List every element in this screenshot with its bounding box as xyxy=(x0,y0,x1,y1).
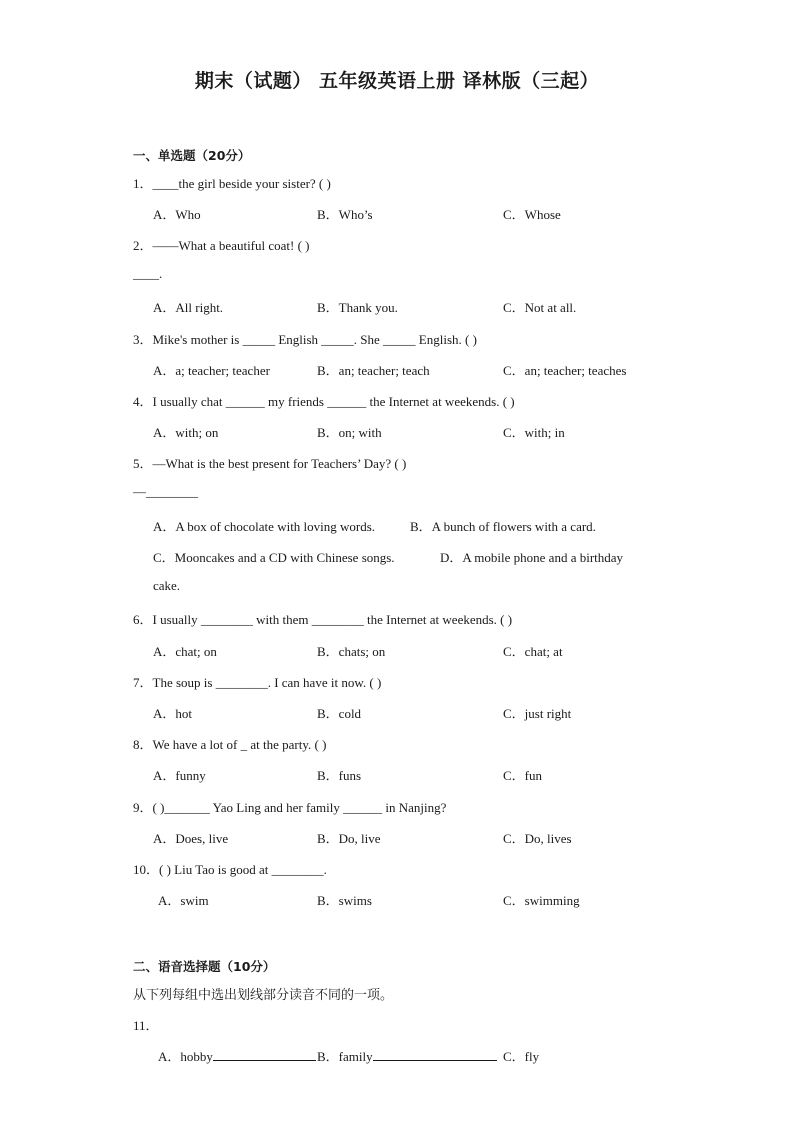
page-title: 期末（试题） 五年级英语上册 译林版（三起） xyxy=(194,70,600,92)
option-a: A．funny xyxy=(153,768,206,783)
section-heading-phonetics: 二、语音选择题（10分） xyxy=(133,959,276,974)
section-heading-single-choice: 一、单选题（20分） xyxy=(133,148,251,163)
option-b: B．funs xyxy=(317,768,362,783)
answer-blank: ____. xyxy=(133,266,163,281)
option-a: A．chat; on xyxy=(153,644,217,659)
option-a: A．Who xyxy=(153,207,201,222)
question-stem: 5．—What is the best present for Teachers’ Day? ( ) xyxy=(133,456,407,471)
option-a xyxy=(158,1046,316,1065)
section-instruction: 从下列每组中选出划线部分读音不同的一项。 xyxy=(133,988,394,1003)
question-stem: 11． xyxy=(133,1018,159,1033)
option-a: A．Does, live xyxy=(153,831,229,846)
option-c: C．Not at all. xyxy=(503,300,577,315)
option-c: C．fun xyxy=(503,768,543,783)
option-b: B．Who’s xyxy=(317,207,373,222)
option-c: C．Mooncakes and a CD with Chinese songs. xyxy=(153,550,395,565)
option-c: C．Whose xyxy=(503,207,561,222)
answer-blank: —________ xyxy=(133,484,198,499)
option-c: C．chat; at xyxy=(503,644,563,659)
question-stem: 7．The soup is ________. I can have it now. ( ) xyxy=(133,675,382,690)
option-b: B．Thank you. xyxy=(317,300,398,315)
option-a: A．All right. xyxy=(153,300,224,315)
question-stem: 9．( )_______ Yao Ling and her family ______ in Nanjing? xyxy=(133,800,447,815)
option-c: C．fly xyxy=(503,1049,540,1064)
option-a: A．swim xyxy=(158,893,209,908)
option-d-continued: cake. xyxy=(153,578,181,593)
option-b: B．swims xyxy=(317,893,372,908)
option-b-text: B．family xyxy=(317,1049,373,1064)
option-b xyxy=(317,1046,497,1065)
option-c: C．Do, lives xyxy=(503,831,572,846)
question-stem: 10．( ) Liu Tao is good at ________. xyxy=(133,862,327,877)
option-d: D．A mobile phone and a birthday xyxy=(440,550,624,565)
option-a: A．a; teacher; teacher xyxy=(153,363,270,378)
option-b: B．on; with xyxy=(317,425,382,440)
option-b: B．chats; on xyxy=(317,644,386,659)
option-c: C．swimming xyxy=(503,893,580,908)
question-stem: 6．I usually ________ with them ________ the Internet at weekends. ( ) xyxy=(133,612,513,627)
question-stem: 8．We have a lot of _ at the party. ( ) xyxy=(133,737,327,752)
option-a: A．hot xyxy=(153,706,193,721)
underline-blank xyxy=(373,1048,497,1061)
option-c: C．an; teacher; teaches xyxy=(503,363,627,378)
option-c: C．just right xyxy=(503,706,572,721)
option-b: B．Do, live xyxy=(317,831,381,846)
option-a-text: A．hobby xyxy=(158,1049,213,1064)
question-stem: 4．I usually chat ______ my friends ______ the Internet at weekends. ( ) xyxy=(133,394,515,409)
option-b: B．cold xyxy=(317,706,362,721)
question-stem: 2．——What a beautiful coat! ( ) xyxy=(133,238,310,253)
option-c: C．with; in xyxy=(503,425,565,440)
option-a: A．with; on xyxy=(153,425,219,440)
question-stem: 1．____the girl beside your sister? ( ) xyxy=(133,176,331,191)
option-b: B．an; teacher; teach xyxy=(317,363,430,378)
option-b: B．A bunch of flowers with a card. xyxy=(410,519,596,534)
question-stem: 3．Mike's mother is _____ English _____. She _____ English. ( ) xyxy=(133,332,477,347)
underline-blank xyxy=(213,1048,316,1061)
option-a: A．A box of chocolate with loving words. xyxy=(153,519,376,534)
